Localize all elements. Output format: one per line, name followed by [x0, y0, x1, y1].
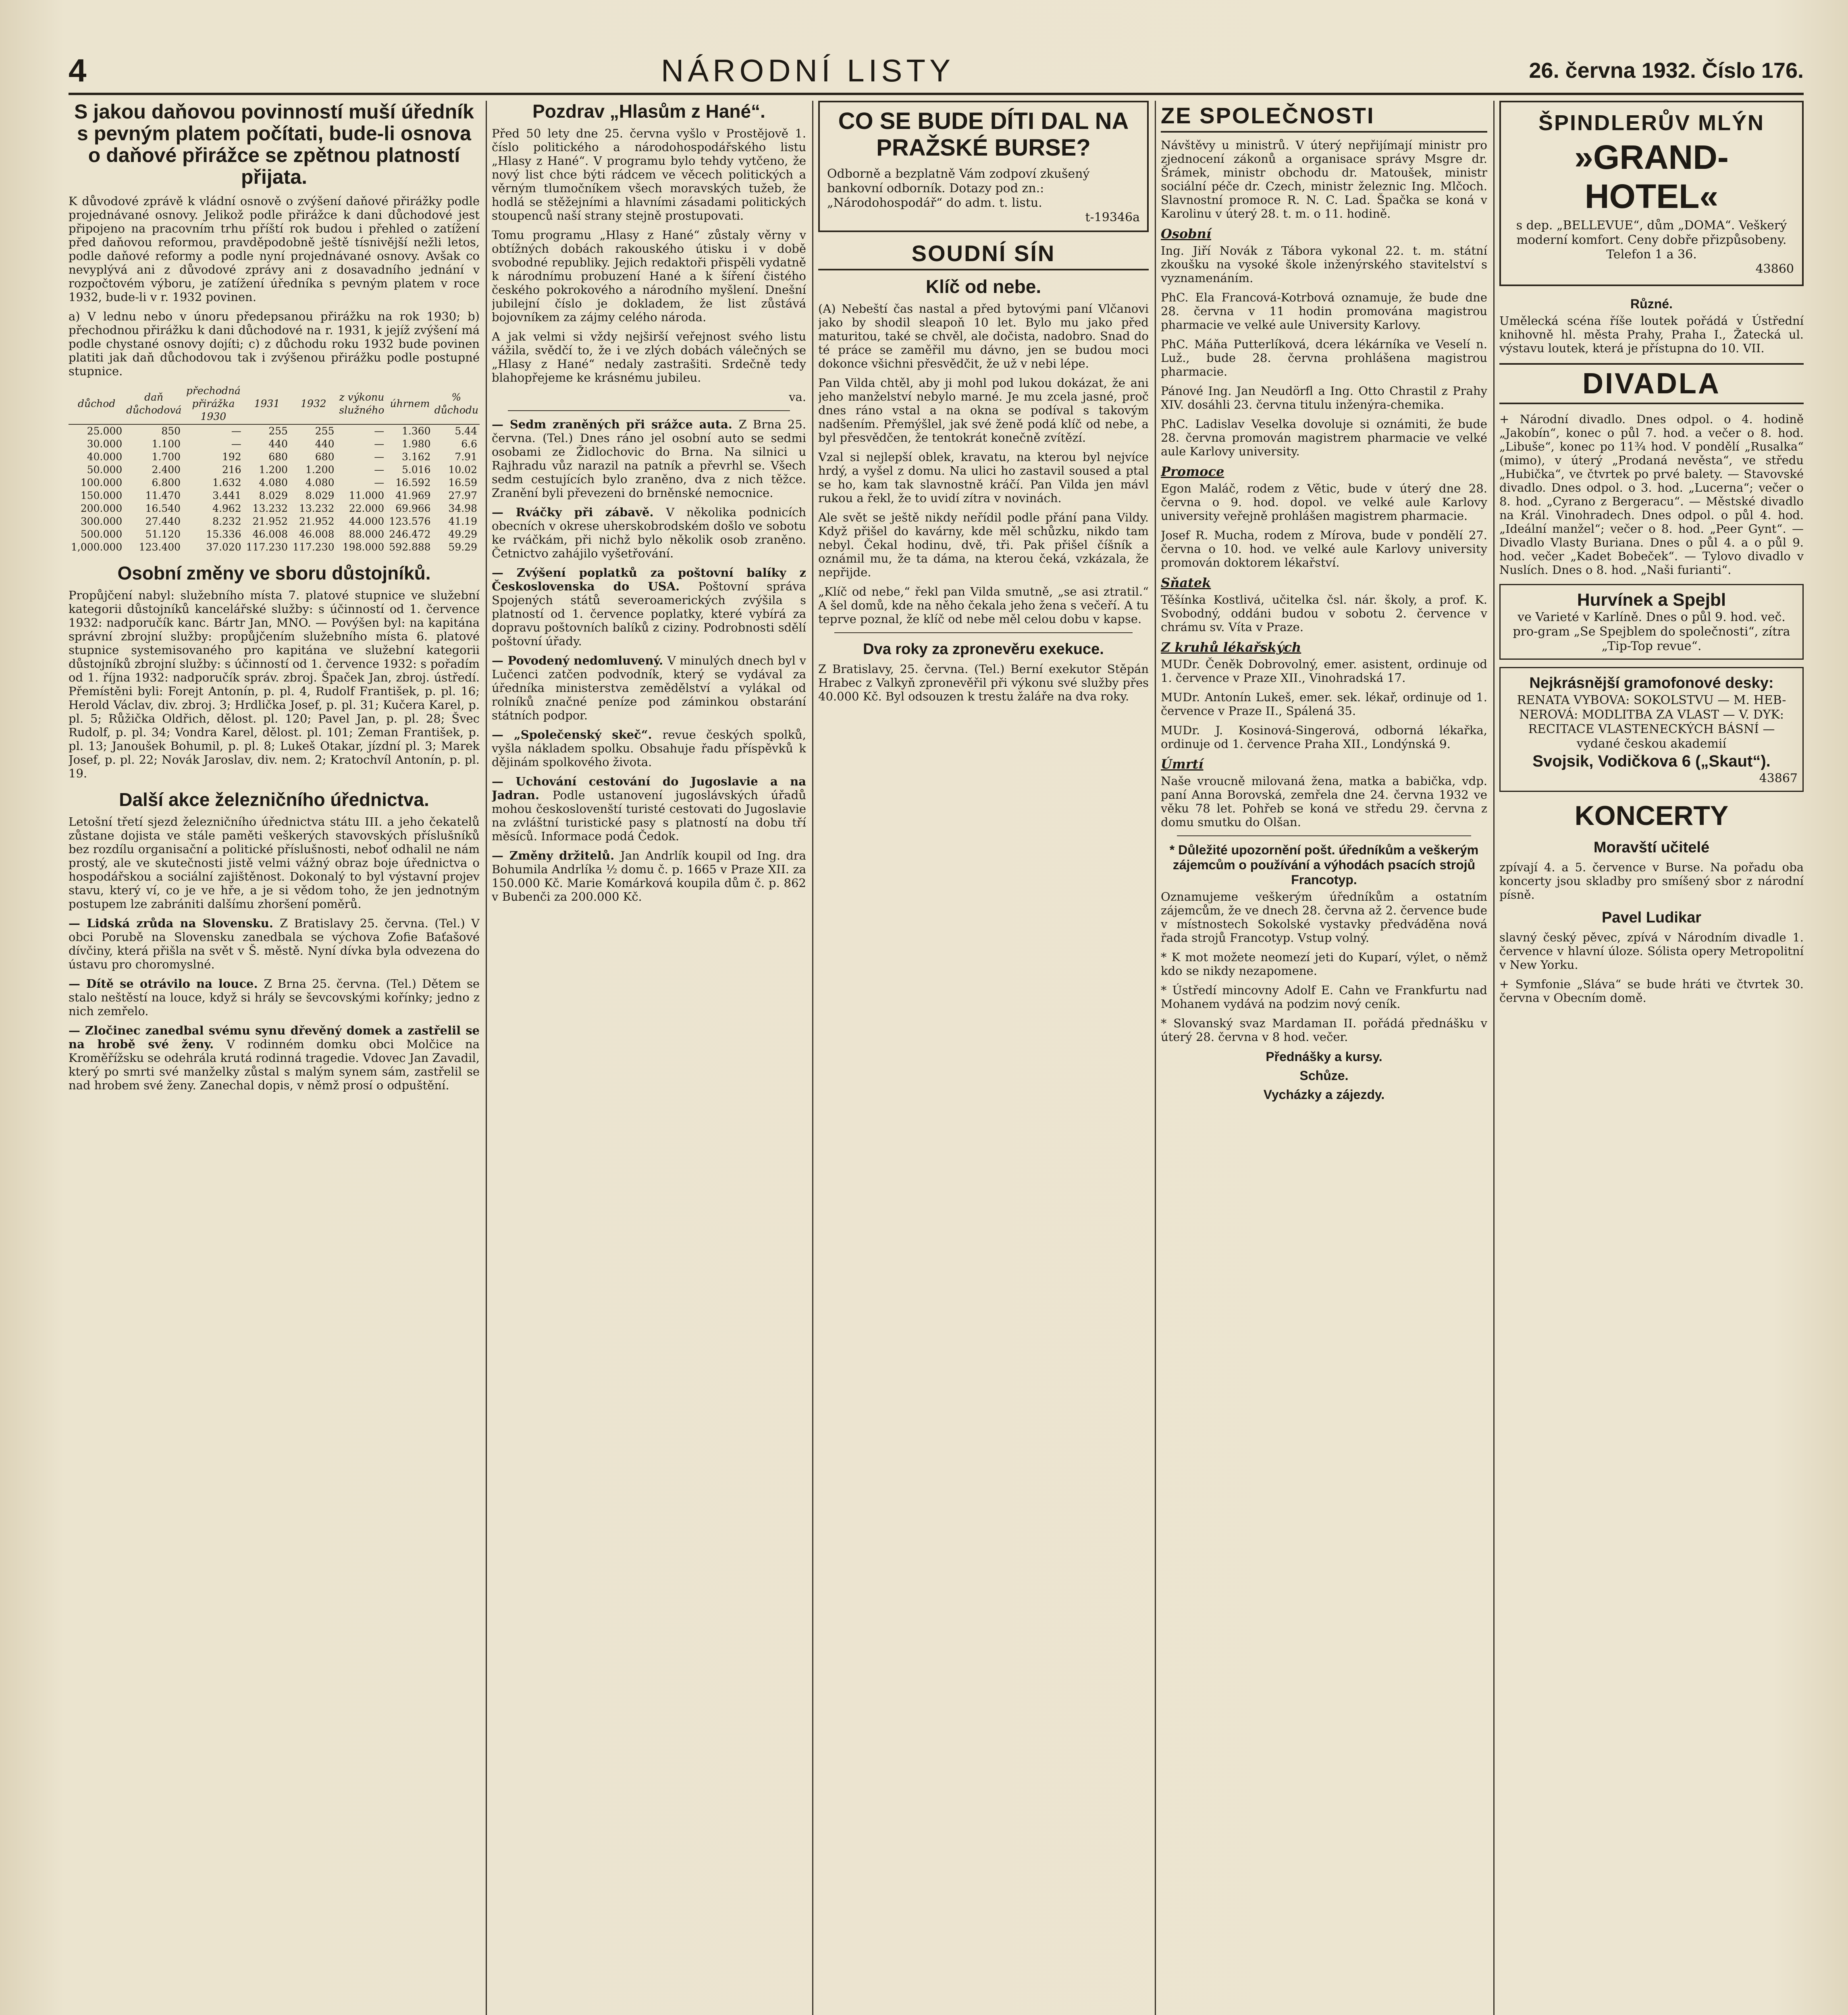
obituary-text: Naše vroucně milovaná žena, matka a babička, vdp. paní Anna Borovská, zemřela dne 24. června 1932 ve věku 78 let. Pohřeb se koná ve středu 29. června z domu smutku do Olšan.	[1161, 774, 1487, 829]
ludikar-head: Pavel Ludikar	[1601, 909, 1702, 926]
lectures-head: Přednášky a kursy.	[1266, 1049, 1382, 1064]
hotel-ad	[1499, 101, 1804, 286]
table-cell: 16.59	[448, 477, 477, 488]
divider	[1177, 835, 1471, 836]
table-cell: 34.98	[448, 503, 477, 514]
tax-intro-2: a) V lednu nebo v únoru předepsanou přirážku na rok 1930; b) přechodnou přirážku k dani důchodové na r. 1931, k jejíž zvýšení má podle chystané osnovy dojíti; c) z důchodu roku 1932 bude povinen platiti jak daň důchodovou tak i zvýšenou přirážku podle postupné stupnice.	[69, 310, 480, 378]
greeting-signature: va.	[789, 390, 806, 404]
medical-item: MUDr. Čeněk Dobrovolný, emer. asistent, ordinuje od 1. července v Praze XII., Vinohradská 17.	[1161, 657, 1487, 685]
masthead	[69, 48, 1804, 95]
story-paragraph: „Klíč od nebe,“ řekl pan Vilda smutně, „se asi ztratil.“ A šel domů, kde na něho čekala jeho žena s večeří. A tu teprve poznal, že klíč od nebe měl celou dobu v kapse.	[818, 585, 1149, 626]
news-item-text: Z Bratislavy 25. června. (Tel.) V obci Porubě na Slovensku zanedbala se výchova Zofie Baťašové dívčiny, která přišla na svět v Š. městě. Nyní dívka byla odvezena do ústavu pro choromyslné.	[69, 916, 480, 971]
concerts-title: KONCERTY	[1574, 800, 1729, 831]
gramophone-code: 43867	[1759, 771, 1798, 785]
news-item-head: — Sedm zraněných při srážce auta.	[492, 418, 739, 431]
table-cell: 37.020	[206, 541, 241, 553]
promotion-item: Egon Maláč, rodem z Větic, bude v úterý dne 28. června o 9. hod. dopol. ve velké aule Karlovy university veřejně prohlášen magistrem pharmacie.	[1161, 482, 1487, 523]
society-intro: Návštěvy u ministrů. V úterý nepřijímají ministr pro zjednocení zákonů a organisace správy Msgre dr. Šrámek, ministr obchodu dr. Matoušek, ministr sociální péče dr. Czech, ministr železnic Ing. Mlčoch. Slavnostní promoce R. N. C. Lad. Špačka se koná v Karolinu v úterý 28. t. m. o 11. hodině.	[1161, 138, 1487, 220]
column-2	[492, 101, 806, 2015]
table-cell: 16.592	[395, 477, 431, 488]
table-header-cell: přechodná přirážka 1930	[183, 384, 244, 424]
gramophone-text: RENATA VYBOVA: SOKOLSTVU — M. HEB-NEROVÁ: MODLITBA ZA VLAST — V. DYK: RECITACE VLASTENECKÝCH BÁSNÍ — vydané českou akademií	[1517, 693, 1786, 751]
news-item	[492, 505, 806, 560]
table-cell: 46.008	[299, 528, 335, 540]
trial-headline: Dva roky za zpronevěru exekuce.	[863, 641, 1104, 658]
table-cell: 4.962	[212, 503, 241, 514]
table-cell: 255	[315, 425, 335, 437]
table-row	[69, 476, 480, 489]
column-3	[818, 101, 1149, 2015]
story-body	[818, 302, 1149, 626]
officer-changes-headline: Osobní změny ve sboru důstojníků.	[117, 563, 431, 584]
news-item-text: Z Brna 25. června. (Tel.) Dnes ráno jel osobní auto se sedmi osobami ze Židlochovic do Brna. Na silnici u Rajhradu vůz narazil na patník a převrhl se. Všech sedm cestujících bylo zraněno, dva z nich těžce. Zranění byli převezeni do brněnské nemocnice.	[492, 418, 806, 500]
table-cell: 192	[222, 451, 241, 463]
promotion-head: Promoce	[1161, 464, 1224, 479]
promotion-items	[1161, 482, 1487, 569]
table-cell: 6.6	[461, 438, 477, 450]
greeting-text-3: A jak velmi si vždy nejširší veřejnost svého listu vážila, svědčí to, že i ve zlých dobách válečných se „Hlasy z Hané“ nedaly zastrašiti. Srdečně tedy blahopřejeme ke krásnému jubileu.	[492, 330, 806, 384]
news-item-head: — Lidská zrůda na Slovensku.	[69, 916, 280, 930]
table-cell: 1.100	[152, 438, 181, 450]
column-1	[69, 101, 480, 2015]
news-item-head: — Změny držitelů.	[492, 849, 621, 862]
table-cell: 49.29	[448, 528, 477, 540]
tax-intro-1: K důvodové zprávě k vládní osnově o zvýšení daňové přirážky podle projednávané osnovy. Jelikož podle přirážce k dani důchodové jest připojeno na pracovním trhu příští rok budou i přehled o zatížení před daňovou reformou, pravděpodobně ještě tísnivější nežli letos, podle daňové reformy a podle nyní projednávané osnovy. Avšak co nevyplývá ani z důvodové zprávy ani z dosavadního jednání v rozpočtovém výboru, je zatížení úředníka s pevným platem v roce 1932, bude-li v r. 1932 povinen.	[69, 194, 480, 304]
obituary-head: Úmrtí	[1161, 756, 1204, 772]
medical-head: Z kruhů lékařských	[1161, 640, 1301, 655]
tax-table-header	[69, 384, 480, 424]
divider	[508, 410, 790, 411]
greeting-headline: Pozdrav „Hlasům z Hané“.	[532, 101, 765, 122]
theatres-text: + Národní divadlo. Dnes odpol. o 4. hodině „Jakobín“, konec o půl 7. hod. a večer o 8. hod. „Libuše“, konec po 11¾ hod. V pondělí „Rusalka“ (mimo), v úterý „Prodaná nevěsta“, ve středu „Hubička“, ve čtvrtek po prvé balety. — Stavovské divadlo. Dnes odpol. o 3. hod. „Lucerna“; večer o 8. hod. „Cyrano z Bergeracu“. — Městské divadlo na Král. Vinohradech. Dnes odpol. o půl 4. hod. „Ideální manžel“; večer o 8. hod. „Peer Gynt“. — Divadlo Vlasty Buriana. Dnes o půl 4. a o půl 9. hod. večer „Kadet Bobeček“. — Tylovo divadlo v Nuslích. Dnes o 8. hod. „Naši furianti“.	[1499, 412, 1804, 577]
table-cell: 3.162	[402, 451, 431, 463]
table-cell: 69.966	[395, 503, 431, 514]
table-cell: 1.360	[402, 425, 431, 437]
divider	[834, 632, 1133, 633]
news-item	[69, 1024, 480, 1092]
notice-head: * Důležité upozornění pošt. úředníkům a veškerým zájemcům o používání a výhodách psacích strojů Francotyp.	[1169, 843, 1479, 887]
news-item-head: — Povodený nedomluvený.	[492, 654, 667, 667]
news-item-text: V rodinném domku obci Molčice na Kroměřížsku se odehrála krutá rodinná tragedie. Vdovec Jan Zavadil, který po smrti své manželky zůstal s malým synem sám, zastřelil se nad hrobem své ženy. Zanechal dopis, v němž prosí o odpuštění.	[69, 1037, 480, 1092]
personal-item: PhC. Máňa Putterlíková, dcera lékárníka ve Veselí n. Luž., bude 28. června prohlášena magistrou pharmacie.	[1161, 337, 1487, 378]
table-cell: 500.000	[80, 528, 123, 540]
table-cell: 13.232	[299, 503, 335, 514]
table-header-cell: úhrnem	[387, 384, 433, 424]
table-cell: 1.980	[402, 438, 431, 450]
news-item-text: Podle ustanovení jugoslávských úřadů mohou českoslovenští turisté cestovati do Jugoslavie na zvláštní turistické pasy s platností na dobu tří měsíců. Informace podá Čedok.	[492, 788, 806, 843]
table-cell: 11.470	[145, 490, 181, 501]
burse-ad-text: Odborně a bezplatně Vám zodpoví zkušený bankovní odborník. Dotazy pod zn.: „Národohospodář“ do adm. t. listu.	[827, 167, 1090, 210]
news-item	[492, 728, 806, 769]
table-cell: 41.969	[395, 490, 431, 501]
table-row	[69, 463, 480, 476]
table-cell: 216	[222, 464, 241, 476]
table-cell: —	[231, 425, 241, 437]
column-4	[1161, 101, 1487, 2015]
table-header-cell: důchod	[69, 384, 125, 424]
hurvinek-ad	[1499, 584, 1804, 660]
small-ad: * Ústředí mincovny Adolf E. Cahn ve Frankfurtu nad Mohanem vydává na podzim nový ceník.	[1161, 983, 1487, 1011]
small-ad: * K mot možete neomezí jeti do Kuparí, výlet, o němž kdo se nikdy nezapomene.	[1161, 950, 1487, 978]
news-item	[69, 977, 480, 1018]
table-cell: 850	[161, 425, 181, 437]
news-item	[492, 566, 806, 648]
table-cell: 150.000	[80, 490, 123, 501]
table-row	[69, 424, 480, 438]
table-cell: 5.016	[402, 464, 431, 476]
misc-head: Různé.	[1630, 297, 1673, 311]
table-cell: 6.800	[152, 477, 181, 488]
table-cell: 10.02	[448, 464, 477, 476]
hotel-phone: Telefon 1 a 36.	[1606, 247, 1697, 262]
news-item-text: Jan Andrlík koupil od Ing. dra Bohumila Andrlíka ½ domu č. p. 1665 v Praze XII. za 150.000 Kč. Marie Komárková koupila dům č. p. 862 v Bubenči za 200.000 Kč.	[492, 849, 806, 904]
table-cell: 592.888	[389, 541, 431, 553]
table-cell: 1,000.000	[71, 541, 123, 553]
table-cell: 117.230	[246, 541, 288, 553]
small-ads	[1161, 950, 1487, 1044]
hotel-location: ŠPINDLERŮV MLÝN	[1538, 111, 1765, 135]
news-item-text: V minulých dnech byl v Lučenci zatčen podvodník, který se vydával za úředníka ministerstva zemědělství a vylákal od rolníků značné peníze pod záminkou obstarání státních podpor.	[492, 654, 806, 722]
gramophone-shop: Svojsik, Vodičkova 6 („Skaut“).	[1532, 752, 1771, 770]
gramophone-ad	[1499, 667, 1804, 792]
column-rule	[486, 101, 487, 2015]
table-cell: 8.029	[259, 490, 288, 501]
story-paragraph: Ale svět se ještě nikdy neřídil podle přání pana Vildy. Když přišel do kavárny, kde měl schůzku, nikdo tam nebyl. Čekal hodinu, dvě, tři. Pak přišel číšník a oznámil mu, že ta dáma, na kterou čeká, vzkázala, že nepřijde.	[818, 511, 1149, 579]
officer-changes-text: Propůjčení nabyl: služebního místa 7. platové stupnice ve služební kategorii důstojníků kancelářské služby: s účinností od 1. července 1932: nadporučík kanc. Bártr Jan, MNO. — Povýšen byl: na kapitána správní zbrojní služby: propůjčením služebního místa 6. platové stupnice systemisovaného pro kapitána ve služební kategorii důstojníků zbrojní služby: s účinností od 1. července 1932: s pořadím od 1. října 1932: nadporučík správ. zbroj. Špaček Jan, zbroj. ústředí. Přemístěni byli: Forejt Antonín, p. pl. 4, Rudolf František, p. pl. 16; Herold Václav, div. zbroj. 3; Hrdlička Josef, p. pl. 31; Kučera Karel, p. pl. 5; Růžička Oldřich, dělost. pl. 120; Pavel Jan, p. pl. 28; Švec Rudolf, p. pl. 34; Vondra Karel, dělost. pl. 101; Zeman František, p. pl. 13; Janoušek Bohumil, p. pl. 8; Lukeš Otakar, jízdní pl. 3; Marek Josef, p. pl. 22; Novák Jaroslav, div. nem. 2; Kratochvíl Antonín, p. pl. 19.	[69, 588, 480, 780]
hotel-code: 43860	[1755, 262, 1794, 276]
table-cell: 123.576	[389, 515, 431, 527]
table-row	[69, 438, 480, 451]
society-section-title: ZE SPOLEČNOSTI	[1161, 102, 1487, 133]
table-cell: 59.29	[448, 541, 477, 553]
table-cell: 51.120	[145, 528, 181, 540]
table-cell: 8.232	[212, 515, 241, 527]
medical-item: MUDr. Antonín Lukeš, emer. sek. lékař, ordinuje od 1. července v Praze II., Spálená 35.	[1161, 690, 1487, 718]
news-item	[69, 916, 480, 971]
table-row	[69, 541, 480, 554]
table-cell: —	[374, 477, 385, 488]
table-cell: 22.000	[349, 503, 385, 514]
notice-text: Oznamujeme veškerým úředníkům a ostatním zájemcům, že ve dnech 28. června až 2. července bude v místnostech Sokolské vystavky předváděna nová řada strojů Francotyp. Vstup volný.	[1161, 890, 1487, 945]
story-paragraph: Pan Vilda chtěl, aby ji mohl pod lukou dokázat, že ani jeho manželství nebylo marné. Je mu zcela jasné, proč dnes ráno vstal a na okna se podíval s takovým nadšením. Přemýšlel, jak své ženě podá klíč od nebe, a byl přesvědčen, že tentokrát konečně zvítězí.	[818, 376, 1149, 445]
court-section-title: SOUDNÍ SÍN	[818, 240, 1149, 270]
table-cell: 440	[315, 438, 335, 450]
table-cell: 44.000	[349, 515, 385, 527]
table-cell: 255	[268, 425, 288, 437]
table-cell: 4.080	[305, 477, 335, 488]
table-cell: 4.080	[259, 477, 288, 488]
table-cell: —	[374, 464, 385, 476]
paper-title: NÁRODNÍ LISTY	[661, 52, 955, 88]
hurvinek-head: Hurvínek a Spejbl	[1577, 590, 1726, 610]
table-cell: 15.336	[206, 528, 241, 540]
meetings-head: Schůze.	[1299, 1068, 1349, 1083]
news-item-head: — Zvýšení poplatků za poštovní balíky z Československa do USA.	[492, 566, 806, 593]
column-rule	[1155, 101, 1156, 2015]
personal-item: PhC. Ela Francová-Kotrbová oznamuje, že bude dne 28. června v 11 hodin promována magistrou pharmacie ve velké aule University Karlovy.	[1161, 291, 1487, 332]
personal-items	[1161, 244, 1487, 458]
personal-item: Pánové Ing. Jan Neudörfl a Ing. Otto Chrastil z Prahy XIV. dosáhli 23. června titulu inženýra-chemika.	[1161, 384, 1487, 411]
hurvinek-text: ve Varieté v Karlíně. Dnes o půl 9. hod. več. pro-gram „Se Spejblem do společnosti“, zítra „Tip-Top revue“.	[1513, 610, 1790, 653]
greeting-text-1: Před 50 lety dne 25. června vyšlo v Prostějově 1. číslo politického a národohospodářského listu „Hlasy z Hané“. V programu bylo tehdy vytčeno, že nový list chce býti rádcem ve věcech politických a věrným tlumočníkem všech moravských tužeb, že hodlá se stěžejními a hlavními zásadami politických stoupenců naší strany stejně prostupovati.	[492, 127, 806, 222]
table-cell: 1.200	[305, 464, 335, 476]
column-rule	[812, 101, 813, 2015]
medical-items	[1161, 657, 1487, 751]
news-item-text: Z Brna 25. června. (Tel.) Dětem se stalo neštěstí na louce, když si hrály se ševcovskými kořínky; jedno z nich zemřelo.	[69, 977, 480, 1018]
table-cell: 680	[315, 451, 335, 463]
news-item	[492, 775, 806, 843]
tax-headline: S jakou daňovou povinností muší úředník s pevným platem počítati, bude-li osnova o daňové přirážce se zpětnou platností přijata.	[74, 101, 474, 188]
greeting-text-2: Tomu programu „Hlasy z Hané“ zůstaly věrny v obtížných dobách rakouského útisku i v době svobodné republiky. Jejich redaktoři přispěli vydatně k národnímu probuzení Hané a k šíření čistého českého pokrokového a národního myšlení. Dnešní jubilejní číslo je dokladem, že list zůstává bojovníkem za zájmy celého národa.	[492, 228, 806, 324]
table-cell: 27.440	[145, 515, 181, 527]
teachers-text: zpívají 4. a 5. července v Burse. Na pořadu oba koncerty jsou skladby pro smíšený sbor z národní písně.	[1499, 860, 1804, 902]
table-cell: 7.91	[455, 451, 477, 463]
table-cell: —	[231, 438, 241, 450]
table-cell: 88.000	[349, 528, 385, 540]
table-header-cell: z výkonu služného	[337, 384, 387, 424]
table-cell: —	[374, 425, 385, 437]
story-title: Klíč od nebe.	[925, 276, 1041, 297]
table-cell: 1.700	[152, 451, 181, 463]
railway-text: Letošní třetí sjezd železničního úřednictva státu III. a jeho čekatelů zůstane dojista ve stále paměti veškerých stavovských příslušníků bez rozdílu organisační a politické příslušnosti, neboť odhalil ne nám prostý, ale ve skutečnosti jistě velmi vážný obraz boje úřednictva o hospodářskou a sociální zajištěnost. Dokonalý to byl výstavní projev stavu, který ví, co je ve hře, a je si vědom toho, že jen jednotným postupem lze zabrániti dalšímu zhoršení poměrů.	[69, 815, 480, 911]
promotion-item: Josef R. Mucha, rodem z Mírova, bude v pondělí 27. června o 10. hod. ve velké aule Karlovy university promován doktorem lékařství.	[1161, 528, 1487, 569]
tax-table-body	[69, 424, 480, 554]
table-cell: 8.029	[305, 490, 335, 501]
table-cell: 50.000	[87, 464, 123, 476]
table-cell: 1.200	[259, 464, 288, 476]
table-cell: 198.000	[342, 541, 385, 553]
table-cell: 680	[268, 451, 288, 463]
gramophone-head: Nejkrásnější gramofonové desky:	[1529, 675, 1774, 692]
table-cell: —	[374, 438, 385, 450]
column-5	[1499, 101, 1804, 2015]
ludikar-text: slavný český pěvec, zpívá v Národním divadle 1. července v hlavní úloze. Sólista opery Metropolitní v New Yorku.	[1499, 931, 1804, 972]
wedding-head: Sňatek	[1161, 575, 1211, 590]
trips-head: Vycházky a zájezdy.	[1263, 1087, 1385, 1102]
tax-table	[69, 384, 480, 554]
table-header-cell: daň důchodová	[125, 384, 183, 424]
symphony-text: + Symfonie „Sláva“ se bude hráti ve čtvrtek 30. června v Obecním domě.	[1499, 977, 1804, 1005]
issue-date: 26. června 1932. Číslo 176.	[1529, 58, 1804, 83]
theatres-title: DIVADLA	[1499, 363, 1804, 404]
table-cell: 1.632	[212, 477, 241, 488]
table-cell: 25.000	[87, 425, 123, 437]
table-cell: 246.472	[389, 528, 431, 540]
table-cell: 5.44	[455, 425, 477, 437]
table-cell: 123.400	[139, 541, 181, 553]
table-cell: —	[374, 451, 385, 463]
news-item	[492, 849, 806, 904]
small-ad: * Slovanský svaz Mardaman II. pořádá přednášku v úterý 28. června v 8 hod. večer.	[1161, 1016, 1487, 1044]
news-item-head: — Dítě se otrávilo na louce.	[69, 977, 264, 991]
table-cell: 21.952	[252, 515, 288, 527]
table-row	[69, 451, 480, 463]
personal-item: PhC. Ladislav Veselka dovoluje si oznámiti, že bude 28. června promován magistrem pharmacie ve velké aule Karlovy university.	[1161, 417, 1487, 458]
table-row	[69, 502, 480, 515]
table-cell: 16.540	[145, 503, 181, 514]
news-item-text: V několika podnicích obecních v okrese uherskobrodském došlo ve sobotu ke rváčkám, při nichž bylo několik osob zraněno. Četnictvo zahájilo vyšetřování.	[492, 505, 806, 560]
wedding-items	[1161, 593, 1487, 634]
table-cell: 46.008	[252, 528, 288, 540]
misc-text: Umělecká scéna říše loutek pořádá v Ústřední knihovně hl. města Prahy, Praha I., Žatecká ul. výstavu loutek, která je přístupna do 10. VII.	[1499, 314, 1804, 355]
table-header-cell: 1932	[290, 384, 337, 424]
news-item-text: revue českých spolků, vyšla nákladem spolku. Obsahuje řadu příspěvků k dějinám spolkového života.	[492, 728, 806, 769]
news-item-head: — Zločinec zanedbal svému synu dřevěný domek a zastřelil se na hrobě své ženy.	[69, 1024, 480, 1051]
wedding-item: Těšínka Kostlivá, učitelka čsl. nár. školy, a prof. K. Svobodný, oddáni budou v sobotu 2. července v chrámu sv. Víta v Praze.	[1161, 593, 1487, 634]
hotel-name: »GRAND-HOTEL«	[1574, 138, 1729, 215]
table-cell: 30.000	[87, 438, 123, 450]
table-cell: 40.000	[87, 451, 123, 463]
personal-head: Osobní	[1161, 226, 1212, 241]
columns	[69, 101, 1804, 2015]
table-row	[69, 515, 480, 528]
railway-headline: Další akce železničního úřednictva.	[119, 789, 429, 810]
table-cell: 13.232	[252, 503, 288, 514]
story-paragraph: Vzal si nejlepší oblek, kravatu, na kterou byl nejvíce hrdý, a vyšel z domu. Na ulici ho zastavil soused a ptal se ho, kam tak slavnostně kráčí. Pan Vilda jen mávl rukou a řekl, že to uvidí zítra v novinách.	[818, 450, 1149, 505]
table-cell: 41.19	[448, 515, 477, 527]
medical-item: MUDr. J. Kosinová-Singerová, odborná lékařka, ordinuje od 1. července Praha XII., Londýnská 9.	[1161, 723, 1487, 751]
table-cell: 200.000	[80, 503, 123, 514]
table-row	[69, 489, 480, 502]
news-item-head: — Rváčky při zábavě.	[492, 505, 666, 519]
story-paragraph: (A) Nebeští čas nastal a před bytovými paní Vlčanovi jako by shodil sleapoň 10 let. Bylo mu jako před maturitou, také se chvěl, ale dočista, nadobro. Snad do té práce se zaměřil mu dávno, jen se budou moci dokonce všichni přesvědčit, že už v nebi lépe.	[818, 302, 1149, 370]
table-cell: 117.230	[293, 541, 335, 553]
personal-item: Ing. Jiří Novák z Tábora vykonal 22. t. m. státní zkoušku na vysoké škole inženýrského stavitelství s vyznamenáním.	[1161, 244, 1487, 285]
table-cell: 100.000	[80, 477, 123, 488]
table-header-cell: 1931	[244, 384, 290, 424]
page-number: 4	[69, 52, 87, 88]
news-item-text: Poštovní správa Spojených států severoamerických zvýšila s platností od 1. července poplatky, které vybírá za dopravu poštovních balíků z ciziny. Podrobnosti sdělí poštovní úřady.	[492, 580, 806, 648]
column-1-briefs	[69, 916, 480, 1092]
news-item-head: — „Společenský skeč“.	[492, 728, 663, 742]
news-item	[492, 654, 806, 722]
trial-text: Z Bratislavy, 25. června. (Tel.) Berní exekutor Stěpán Hrabec z Valkyň zpronevěřil při výkonu své služby přes 40.000 Kč. Byl odsouzen k trestu žaláře na dva roky.	[818, 662, 1149, 703]
table-cell: 11.000	[349, 490, 385, 501]
burse-ad-box	[818, 101, 1149, 232]
hotel-text: s dep. „BELLEVUE“, dům „DOMA“. Veškerý moderní komfort. Ceny dobře přizpůsobeny.	[1516, 218, 1787, 247]
news-item	[492, 418, 806, 500]
burse-title: CO SE BUDE DÍTI DAL NA PRAŽSKÉ BURSE?	[838, 108, 1129, 161]
table-cell: 440	[268, 438, 288, 450]
burse-ad-code: t-19346a	[1085, 210, 1140, 224]
table-cell: 3.441	[212, 490, 241, 501]
table-cell: 21.952	[299, 515, 335, 527]
table-cell: 27.97	[448, 490, 477, 501]
teachers-head: Moravští učitelé	[1593, 839, 1710, 856]
table-cell: 300.000	[80, 515, 123, 527]
table-header-cell: % důchodu	[433, 384, 480, 424]
table-cell: 2.400	[152, 464, 181, 476]
column-2-news	[492, 418, 806, 904]
table-row	[69, 528, 480, 541]
column-rule	[1493, 101, 1495, 2015]
news-item-head: — Uchování cestování do Jugoslavie a na Jadran.	[492, 775, 806, 802]
